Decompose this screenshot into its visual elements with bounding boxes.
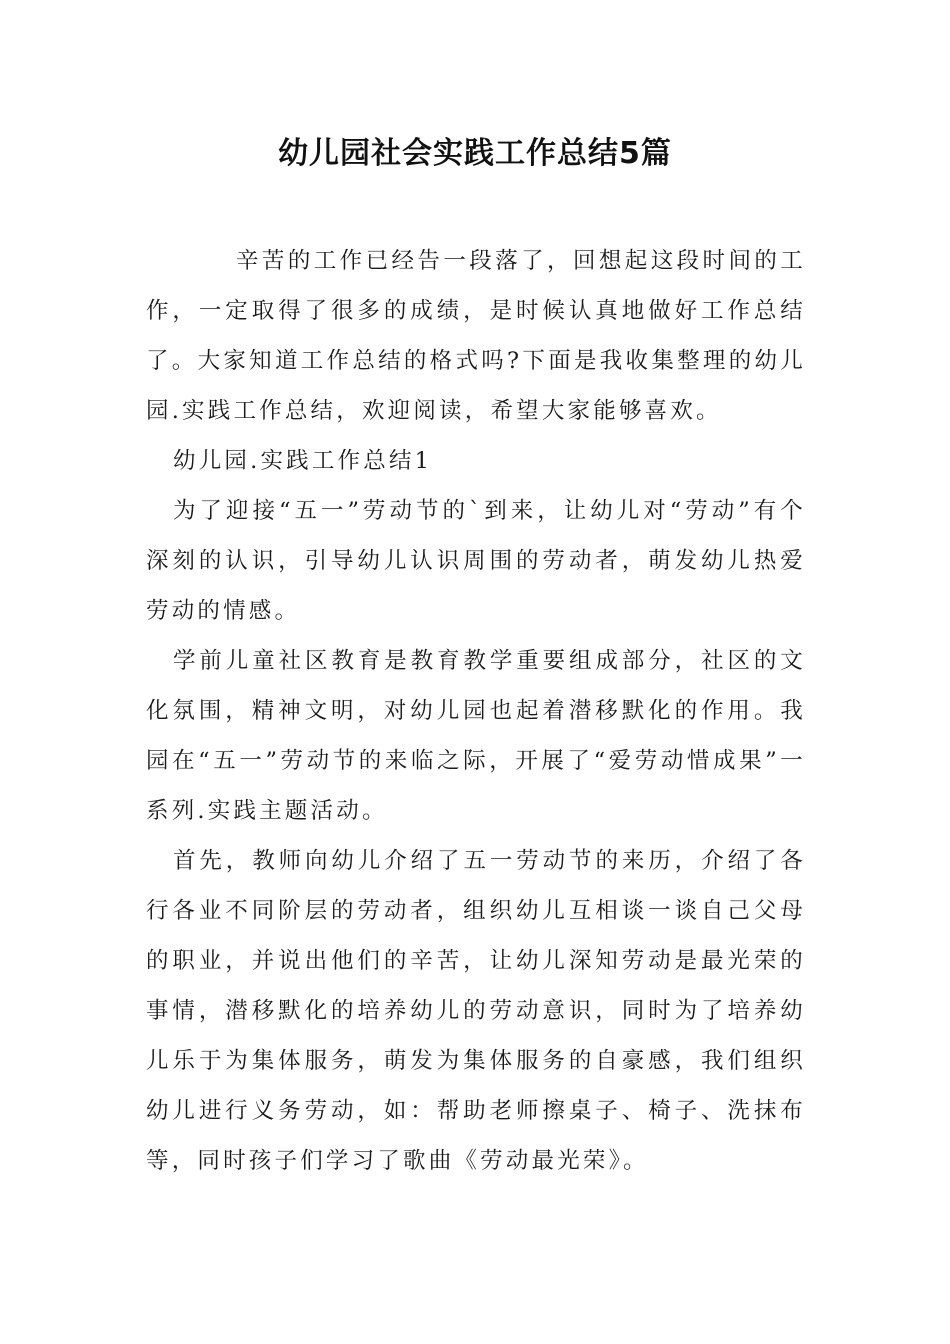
body-paragraph: 为了迎接“五一”劳动节的`到来，让幼儿对“劳动”有个深刻的认识，引导幼儿认识周围的劳动者，萌发幼儿热爱劳动的情感。: [146, 498, 806, 624]
document-title: 幼儿园社会实践工作总结5篇: [278, 136, 672, 171]
body-paragraph: 首先，教师向幼儿介绍了五一劳动节的来历，介绍了各行各业不同阶层的劳动者，组织幼儿互相谈一谈自己父母的职业，并说出他们的辛苦，让幼儿深知劳动是最光荣的事情，潜移默化的培养幼儿的劳动意识，同时为了培养幼儿乐于为集体服务，萌发为集体服务的自豪感，我们组织幼儿进行义务劳动，如：帮助老师擦桌子、椅子、洗抹布等，同时孩子们学习了歌曲《劳动最光荣》。: [146, 848, 806, 1174]
section-heading: 幼儿园.实践工作总结1: [173, 448, 433, 474]
body-paragraph: 学前儿童社区教育是教育教学重要组成部分，社区的文化氛围，精神文明，对幼儿园也起着潜移默化的作用。我园在“五一”劳动节的来临之际，开展了“爱劳动惜成果”一系列.实践主题活动。: [146, 648, 806, 824]
document-body: [146, 236, 806, 1186]
intro-paragraph: 辛苦的工作已经告一段落了，回想起这段时间的工作，一定取得了很多的成绩，是时候认真地做好工作总结了。大家知道工作总结的格式吗?下面是我收集整理的幼儿园.实践工作总结，欢迎阅读，希望大家能够喜欢。: [146, 248, 806, 424]
